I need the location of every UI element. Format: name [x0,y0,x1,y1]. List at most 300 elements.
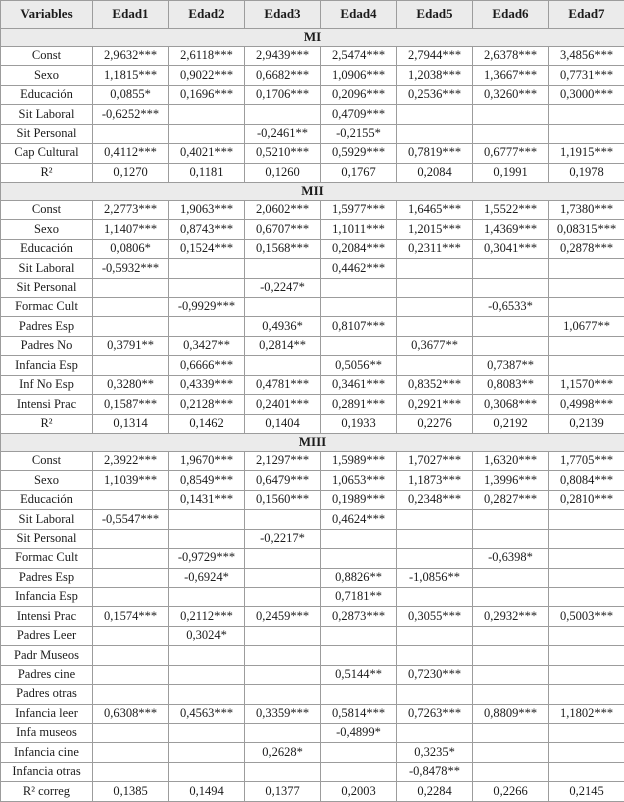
coefficient-cell: 0,2192 [473,414,549,433]
coefficient-cell: -0,4899* [321,723,397,742]
coefficient-cell [93,587,169,606]
coefficient-cell: 0,6682*** [245,66,321,85]
coefficient-cell: 0,2401*** [245,395,321,414]
coefficient-cell: 0,0855* [93,85,169,104]
variable-label: Sexo [1,66,93,85]
coefficient-cell: 0,5814*** [321,704,397,723]
coefficient-cell: 2,9632*** [93,47,169,66]
table-row [1,762,624,781]
coefficient-cell: 0,2873*** [321,607,397,626]
table-row [1,685,624,704]
coefficient-cell: 0,5003*** [549,607,624,626]
coefficient-cell: 0,1314 [93,414,169,433]
coefficient-cell: 0,3359*** [245,704,321,723]
model-section-title: MI [1,29,624,47]
variable-label: Sit Laboral [1,510,93,529]
coefficient-cell [245,665,321,684]
coefficient-cell [245,298,321,317]
coefficient-cell [245,356,321,375]
table-row [1,510,624,529]
coefficient-cell: 0,8084*** [549,471,624,490]
coefficient-cell: -0,5547*** [93,510,169,529]
coefficient-cell: 0,2348*** [397,490,473,509]
coefficient-cell [169,762,245,781]
variable-label: Educación [1,239,93,258]
variable-label: Padres otras [1,685,93,704]
coefficient-cell [549,685,624,704]
coefficient-cell [169,510,245,529]
coefficient-cell: 0,3280** [93,375,169,394]
coefficient-cell [169,529,245,548]
coefficient-cell: 0,1404 [245,414,321,433]
coefficient-cell [245,587,321,606]
coefficient-cell: 1,7380*** [549,200,624,219]
coefficient-cell: 0,2276 [397,414,473,433]
coefficient-cell: 0,7181** [321,587,397,606]
coefficient-cell: 0,3461*** [321,375,397,394]
coefficient-cell: 0,5056** [321,356,397,375]
variable-label: Sit Laboral [1,105,93,124]
coefficient-cell: 0,8083** [473,375,549,394]
coefficient-cell: 0,3041*** [473,239,549,258]
coefficient-cell [397,510,473,529]
coefficient-cell [473,646,549,665]
variable-label: Intensi Prac [1,395,93,414]
coefficient-cell: 0,2084*** [321,239,397,258]
coefficient-cell: 0,4112*** [93,144,169,163]
coefficient-cell [321,278,397,297]
variable-label: Const [1,200,93,219]
variable-label: Infancia Esp [1,356,93,375]
coefficient-cell: 1,2038*** [397,66,473,85]
coefficient-cell [93,665,169,684]
coefficient-cell [321,626,397,645]
coefficient-cell: 0,3000*** [549,85,624,104]
coefficient-cell: 0,3791** [93,336,169,355]
table-row [1,490,624,509]
coefficient-cell: 0,6707*** [245,220,321,239]
coefficient-cell: 0,3055*** [397,607,473,626]
coefficient-cell [549,665,624,684]
coefficient-cell: -0,2461** [245,124,321,143]
coefficient-cell: 2,6378*** [473,47,549,66]
coefficient-cell [93,743,169,762]
coefficient-cell: 1,1915*** [549,144,624,163]
coefficient-cell: 0,2921*** [397,395,473,414]
coefficient-cell: 0,2878*** [549,239,624,258]
coefficient-cell: 0,9022*** [169,66,245,85]
coefficient-cell: 0,3677** [397,336,473,355]
coefficient-cell: 1,5977*** [321,200,397,219]
coefficient-cell: 0,2536*** [397,85,473,104]
table-row [1,743,624,762]
coefficient-cell: 0,2814** [245,336,321,355]
coefficient-cell: 0,3427** [169,336,245,355]
coefficient-cell: 0,6308*** [93,704,169,723]
coefficient-cell: 2,1297*** [245,452,321,471]
coefficient-cell [321,646,397,665]
table-row [1,124,624,143]
coefficient-cell [169,278,245,297]
coefficient-cell: -0,6924* [169,568,245,587]
coefficient-cell [473,723,549,742]
table-row [1,47,624,66]
coefficient-cell: 1,3667*** [473,66,549,85]
variable-label: Educación [1,490,93,509]
coefficient-cell: 0,2145 [549,782,624,802]
coefficient-cell [473,529,549,548]
coefficient-cell: 0,1377 [245,782,321,802]
coefficient-cell [549,356,624,375]
table-row [1,665,624,684]
coefficient-cell [397,723,473,742]
coefficient-cell: 0,4339*** [169,375,245,394]
table-row [1,452,624,471]
table-row [1,626,624,645]
coefficient-cell: 1,0906*** [321,66,397,85]
coefficient-cell [245,723,321,742]
coefficient-cell: 2,3922*** [93,452,169,471]
variable-label: Formac Cult [1,298,93,317]
coefficient-cell: 0,2459*** [245,607,321,626]
coefficient-cell [245,105,321,124]
coefficient-cell: 1,5989*** [321,452,397,471]
coefficient-cell: 0,2810*** [549,490,624,509]
table-row [1,395,624,414]
coefficient-cell: 0,7819*** [397,144,473,163]
variable-label: Padres No [1,336,93,355]
variable-label: Padres Esp [1,317,93,336]
coefficient-cell [397,278,473,297]
variable-label: Infancia leer [1,704,93,723]
coefficient-cell [169,105,245,124]
coefficient-cell [549,105,624,124]
coefficient-cell [549,298,624,317]
coefficient-cell [549,743,624,762]
coefficient-cell: -0,9929*** [169,298,245,317]
coefficient-cell: -0,5932*** [93,259,169,278]
coefficient-cell [473,336,549,355]
coefficient-cell [549,529,624,548]
table-row [1,144,624,163]
coefficient-cell: 1,7027*** [397,452,473,471]
variable-label: Educación [1,85,93,104]
column-header-edad3: Edad3 [245,1,321,29]
coefficient-cell: 0,2003 [321,782,397,802]
table-row [1,723,624,742]
coefficient-cell: -0,6398* [473,549,549,568]
coefficient-cell [549,259,624,278]
coefficient-cell: 0,6777*** [473,144,549,163]
coefficient-cell [549,549,624,568]
coefficient-cell: 1,6465*** [397,200,473,219]
coefficient-cell: 0,2932*** [473,607,549,626]
coefficient-cell: -1,0856** [397,568,473,587]
coefficient-cell: 0,1991 [473,163,549,182]
coefficient-cell: 0,8107*** [321,317,397,336]
coefficient-cell [245,685,321,704]
coefficient-cell [169,665,245,684]
variable-label: R² [1,163,93,182]
coefficient-cell [397,646,473,665]
coefficient-cell [245,259,321,278]
coefficient-cell [169,723,245,742]
coefficient-cell [93,568,169,587]
coefficient-cell: 0,4563*** [169,704,245,723]
coefficient-cell [473,626,549,645]
table-row [1,163,624,182]
coefficient-cell: 0,7731*** [549,66,624,85]
table-row [1,549,624,568]
coefficient-cell: 0,2096*** [321,85,397,104]
coefficient-cell [169,259,245,278]
coefficient-cell: 0,1524*** [169,239,245,258]
table-row [1,220,624,239]
coefficient-cell: 0,2891*** [321,395,397,414]
coefficient-cell [93,723,169,742]
column-header-edad2: Edad2 [169,1,245,29]
column-header-edad5: Edad5 [397,1,473,29]
coefficient-cell: 1,1570*** [549,375,624,394]
coefficient-cell [549,336,624,355]
coefficient-cell [549,626,624,645]
coefficient-cell [397,356,473,375]
coefficient-cell: 2,2773*** [93,200,169,219]
coefficient-cell: 0,5929*** [321,144,397,163]
coefficient-cell [93,549,169,568]
table-row [1,587,624,606]
coefficient-cell: 0,8809*** [473,704,549,723]
table-row [1,646,624,665]
coefficient-cell [169,124,245,143]
coefficient-cell: 0,2284 [397,782,473,802]
variable-label: Const [1,47,93,66]
coefficient-cell [397,298,473,317]
table-row [1,239,624,258]
coefficient-cell: 2,6118*** [169,47,245,66]
column-header-edad4: Edad4 [321,1,397,29]
table-row [1,105,624,124]
coefficient-cell: 1,1407*** [93,220,169,239]
coefficient-cell: 0,2266 [473,782,549,802]
model-section-header-row [1,29,624,47]
coefficient-cell [397,529,473,548]
coefficient-cell [93,124,169,143]
coefficient-cell [397,317,473,336]
coefficient-cell [473,278,549,297]
coefficient-cell: 0,1989*** [321,490,397,509]
coefficient-cell [473,665,549,684]
coefficient-cell: 0,1568*** [245,239,321,258]
coefficient-cell [397,626,473,645]
variable-label: R² correg [1,782,93,802]
coefficient-cell: 2,9439*** [245,47,321,66]
coefficient-cell: 0,4021*** [169,144,245,163]
coefficient-cell: 0,1706*** [245,85,321,104]
coefficient-cell [169,646,245,665]
coefficient-cell [397,105,473,124]
coefficient-cell [93,762,169,781]
coefficient-cell: 0,3024* [169,626,245,645]
table-row [1,336,624,355]
variable-label: Sit Personal [1,529,93,548]
coefficient-cell [245,762,321,781]
coefficient-cell: 0,2139 [549,414,624,433]
coefficient-cell: 0,08315*** [549,220,624,239]
coefficient-cell [397,685,473,704]
coefficient-cell [549,587,624,606]
coefficient-cell: 0,2311*** [397,239,473,258]
table-row [1,317,624,336]
coefficient-cell [549,124,624,143]
coefficient-cell [397,587,473,606]
coefficient-cell: 0,1574*** [93,607,169,626]
coefficient-cell: 1,3996*** [473,471,549,490]
coefficient-cell: 1,4369*** [473,220,549,239]
coefficient-cell: 1,0653*** [321,471,397,490]
variable-label: Inf No Esp [1,375,93,394]
coefficient-cell: 0,2628* [245,743,321,762]
table-header [1,1,624,29]
coefficient-cell [93,685,169,704]
coefficient-cell [169,587,245,606]
coefficient-cell [321,549,397,568]
coefficient-cell [245,646,321,665]
coefficient-cell: 0,1181 [169,163,245,182]
coefficient-cell [245,568,321,587]
coefficient-cell [321,685,397,704]
coefficient-cell: 2,5474*** [321,47,397,66]
coefficient-cell: 1,1815*** [93,66,169,85]
table-row [1,568,624,587]
coefficient-cell: 0,1431*** [169,490,245,509]
coefficient-cell [473,743,549,762]
column-header-edad1: Edad1 [93,1,169,29]
coefficient-cell: -0,2155* [321,124,397,143]
coefficient-cell: 0,0806* [93,239,169,258]
coefficient-cell: 0,4936* [245,317,321,336]
variable-label: R² [1,414,93,433]
coefficient-cell: -0,9729*** [169,549,245,568]
coefficient-cell: 0,4781*** [245,375,321,394]
coefficient-cell: 1,1873*** [397,471,473,490]
coefficient-cell: 2,7944*** [397,47,473,66]
variable-label: Intensi Prac [1,607,93,626]
coefficient-cell [473,685,549,704]
coefficient-cell: 0,6666*** [169,356,245,375]
coefficient-cell: 1,1039*** [93,471,169,490]
model-section-title: MII [1,182,624,200]
variable-label: Padr Museos [1,646,93,665]
coefficient-cell: 0,1560*** [245,490,321,509]
coefficient-cell: 0,8549*** [169,471,245,490]
coefficient-cell: 0,1270 [93,163,169,182]
variable-label: Cap Cultural [1,144,93,163]
coefficient-cell: 0,7387** [473,356,549,375]
coefficient-cell: 0,7230*** [397,665,473,684]
coefficient-cell [549,510,624,529]
coefficient-cell: 0,1260 [245,163,321,182]
coefficient-cell [93,626,169,645]
coefficient-cell [549,762,624,781]
coefficient-cell: 0,1978 [549,163,624,182]
coefficient-cell [169,743,245,762]
coefficient-cell: 1,6320*** [473,452,549,471]
coefficient-cell: 0,4624*** [321,510,397,529]
coefficient-cell [473,105,549,124]
coefficient-cell: 1,0677** [549,317,624,336]
coefficient-cell [473,259,549,278]
variable-label: Padres cine [1,665,93,684]
coefficient-cell [473,317,549,336]
model-section-title: MIII [1,434,624,452]
coefficient-cell: 0,2128*** [169,395,245,414]
variable-label: Sexo [1,471,93,490]
variable-label: Const [1,452,93,471]
coefficient-cell: 0,7263*** [397,704,473,723]
variable-label: Padres Esp [1,568,93,587]
coefficient-cell: 1,1802*** [549,704,624,723]
table-row [1,607,624,626]
coefficient-cell [321,529,397,548]
coefficient-cell: 0,1462 [169,414,245,433]
table-row [1,278,624,297]
coefficient-cell: 1,9670*** [169,452,245,471]
coefficient-cell [245,626,321,645]
coefficient-cell [549,568,624,587]
coefficient-cell: 0,8352*** [397,375,473,394]
table-row [1,529,624,548]
coefficient-cell: 3,4856*** [549,47,624,66]
variable-label: Formac Cult [1,549,93,568]
coefficient-cell [549,646,624,665]
coefficient-cell: 1,5522*** [473,200,549,219]
variable-label: Infancia otras [1,762,93,781]
coefficient-cell [93,490,169,509]
coefficient-cell [245,549,321,568]
coefficient-cell [169,685,245,704]
table-row [1,782,624,802]
coefficient-cell: 0,5210*** [245,144,321,163]
coefficient-cell: 0,8826** [321,568,397,587]
coefficient-cell: 1,1011*** [321,220,397,239]
coefficient-cell [93,317,169,336]
model-section-header-row [1,434,624,452]
coefficient-cell: -0,2217* [245,529,321,548]
table-row [1,298,624,317]
coefficient-cell [169,317,245,336]
coefficient-cell [321,336,397,355]
variable-label: Sit Laboral [1,259,93,278]
coefficient-cell [321,298,397,317]
coefficient-cell: 1,9063*** [169,200,245,219]
coefficient-cell: 1,7705*** [549,452,624,471]
coefficient-cell [397,549,473,568]
table-row [1,259,624,278]
table-row [1,704,624,723]
coefficient-cell [93,298,169,317]
coefficient-cell: -0,2247* [245,278,321,297]
coefficient-cell [473,762,549,781]
coefficient-cell: -0,6533* [473,298,549,317]
coefficient-cell: 0,1933 [321,414,397,433]
column-header-row [1,1,624,29]
coefficient-cell [321,743,397,762]
coefficient-cell: -0,8478** [397,762,473,781]
coefficient-cell: 0,3260*** [473,85,549,104]
table-body [1,29,624,802]
coefficient-cell: 0,1587*** [93,395,169,414]
